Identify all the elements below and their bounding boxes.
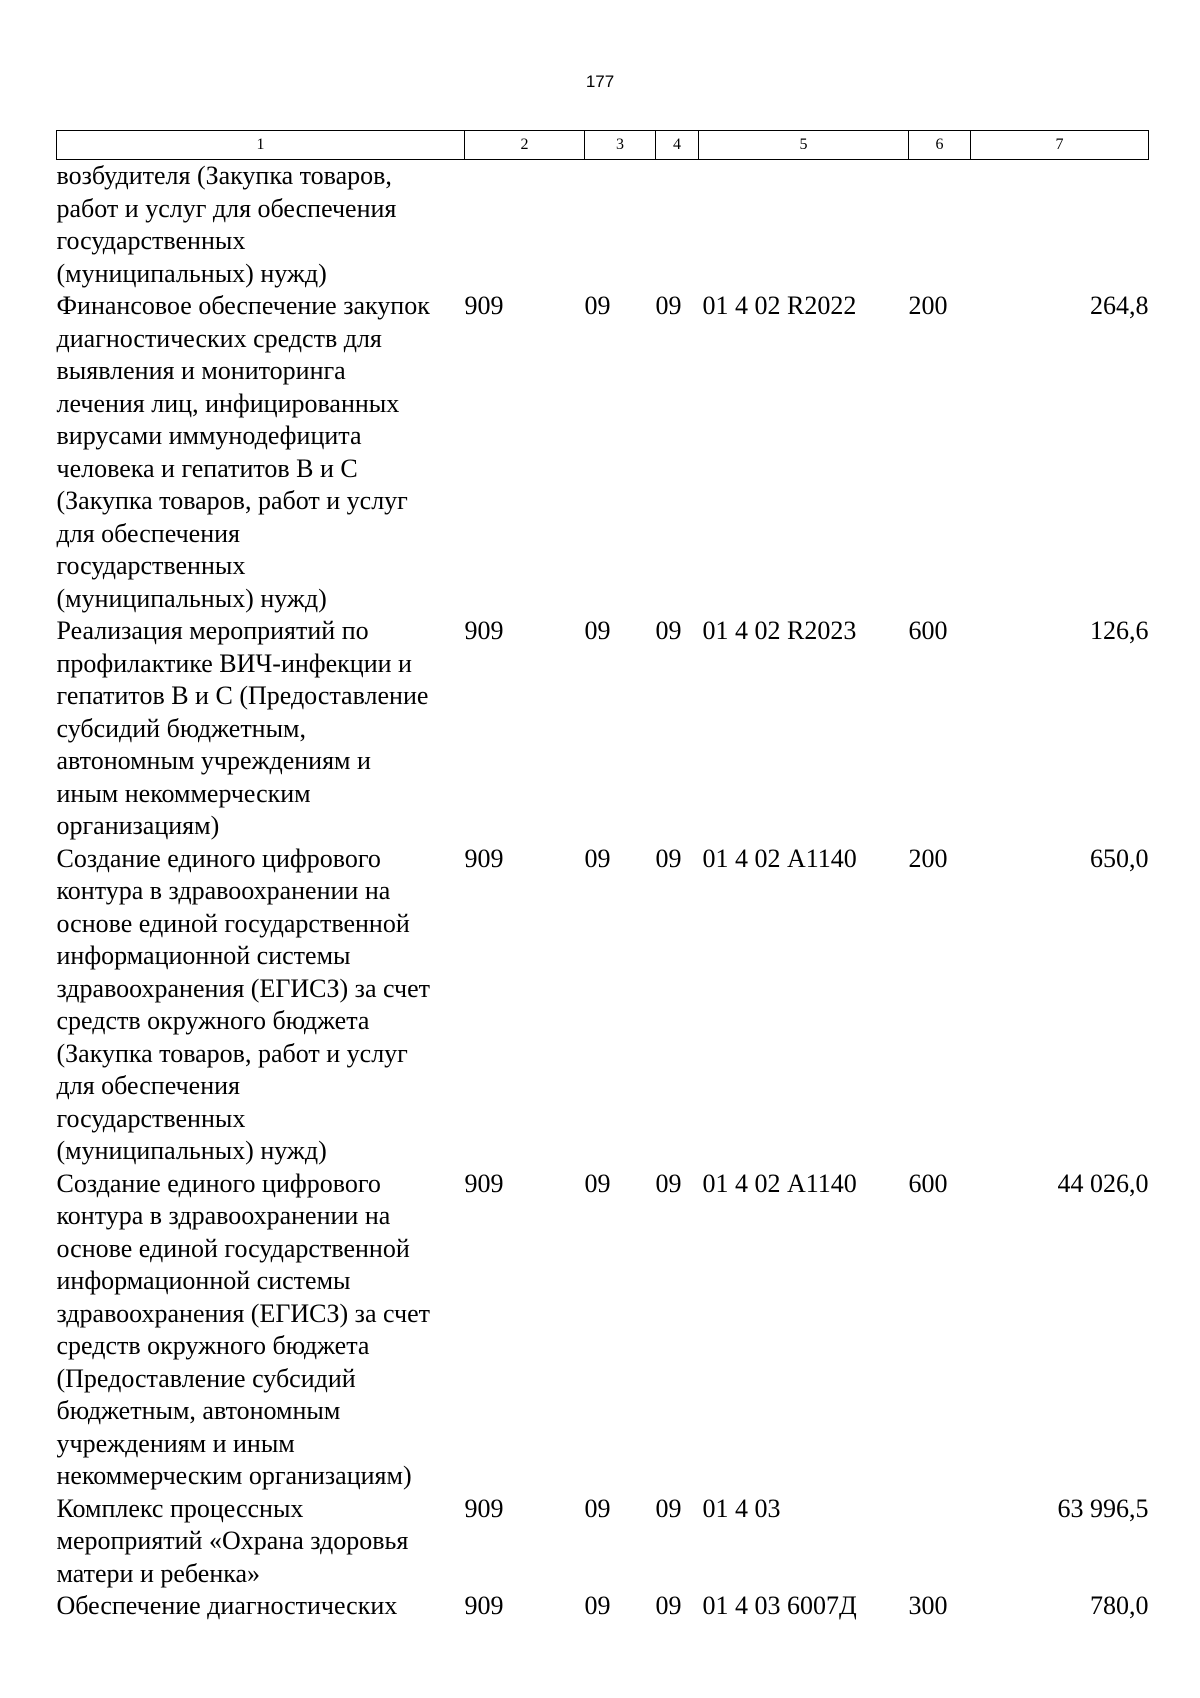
row-expense-type <box>909 160 971 291</box>
row-target-code: 01 4 03 6007Д <box>702 1591 857 1620</box>
header-col-3: 3 <box>585 131 656 160</box>
row-subsection-code: 09 <box>655 291 682 320</box>
header-col-2: 2 <box>465 131 585 160</box>
row-ministry-code <box>465 160 585 291</box>
row-section-code <box>585 160 656 291</box>
row-section-code: 09 <box>584 291 611 320</box>
row-target-code: 01 4 02 R2022 <box>702 291 857 320</box>
row-target-code: 01 4 02 А1140 <box>702 843 857 873</box>
row-name: Обеспечение диагностических <box>56 1591 398 1620</box>
table-header <box>57 131 1149 160</box>
row-target-code: 01 4 03 <box>702 1493 781 1523</box>
row-name: Создание единого цифрового контура в здравоохранении на основе единой государственной информационной системы здравоохранения (ЕГИСЗ) за счет средств окружного бюджета (Предоставление субсидий бюджетным, автономным учреждениям и иным некоммерческим организациям) <box>56 1168 430 1490</box>
header-col-4: 4 <box>656 131 699 160</box>
header-col-1: 1 <box>57 131 465 160</box>
row-amount: 264,8 <box>1090 291 1149 320</box>
row-section-code: 09 <box>584 1493 611 1523</box>
row-ministry-code: 909 <box>464 843 504 873</box>
row-expense-type: 300 <box>908 1591 948 1620</box>
row-subsection-code: 09 <box>655 843 682 873</box>
row-amount: 44 026,0 <box>1057 1168 1149 1198</box>
header-col-5: 5 <box>699 131 909 160</box>
budget-table <box>56 130 1149 1623</box>
header-col-7: 7 <box>971 131 1149 160</box>
table-row <box>57 1168 1149 1493</box>
row-target-code <box>699 160 909 291</box>
row-section-code: 09 <box>584 843 611 873</box>
table-row <box>57 160 1149 291</box>
row-amount: 63 996,5 <box>1057 1493 1149 1523</box>
row-ministry-code: 909 <box>464 291 504 320</box>
header-row <box>57 131 1149 160</box>
row-subsection-code <box>656 160 699 291</box>
table-row <box>57 615 1149 843</box>
row-amount <box>971 160 1149 291</box>
row-amount: 780,0 <box>1090 1591 1149 1620</box>
row-expense-type: 200 <box>908 291 948 320</box>
row-expense-type <box>909 1493 971 1591</box>
row-ministry-code: 909 <box>464 1493 504 1523</box>
row-name: Создание единого цифрового контура в здравоохранении на основе единой государственной информационной системы здравоохранения (ЕГИСЗ) за счет средств окружного бюджета (Закупка товаров, работ и услуг для обеспечения государственных (муниципальных) нужд) <box>56 843 430 1165</box>
row-subsection-code: 09 <box>655 1493 682 1523</box>
row-ministry-code: 909 <box>464 1168 504 1198</box>
row-name: Реализация мероприятий по профилактике ВИЧ-инфекции и гепатитов B и C (Предоставление субсидий бюджетным, автономным учреждениям и иным некоммерческим организациям) <box>56 616 429 840</box>
row-target-code: 01 4 02 R2023 <box>702 616 857 645</box>
row-subsection-code: 09 <box>655 1168 682 1198</box>
row-section-code: 09 <box>584 1591 611 1620</box>
table-row <box>57 290 1149 615</box>
row-expense-type: 600 <box>908 616 948 645</box>
row-amount: 126,6 <box>1090 616 1149 645</box>
row-name: Комплекс процессных мероприятий «Охрана здоровья матери и ребенка» <box>56 1493 409 1588</box>
budget-table-container <box>56 130 1148 1623</box>
row-section-code: 09 <box>584 616 611 645</box>
page-number: 177 <box>585 72 615 91</box>
row-subsection-code: 09 <box>655 1591 682 1620</box>
table-row <box>57 1590 1149 1623</box>
table-row <box>57 1493 1149 1591</box>
table-body <box>57 160 1149 1623</box>
row-name: Финансовое обеспечение закупок диагностических средств для выявления и мониторинга лечения лиц, инфицированных вирусами иммунодефицита человека и гепатитов B и C (Закупка товаров, работ и услуг для обеспечения государственных (муниципальных) нужд) <box>56 291 430 613</box>
row-ministry-code: 909 <box>464 1591 504 1620</box>
row-section-code: 09 <box>584 1168 611 1198</box>
row-ministry-code: 909 <box>464 616 504 645</box>
row-subsection-code: 09 <box>655 616 682 645</box>
row-expense-type: 600 <box>908 1168 948 1198</box>
row-target-code: 01 4 02 А1140 <box>702 1168 857 1198</box>
row-expense-type: 200 <box>908 843 948 873</box>
row-amount: 650,0 <box>1090 843 1149 873</box>
table-row <box>57 843 1149 1168</box>
row-name: возбудителя (Закупка товаров, работ и услуг для обеспечения государственных (муниципальных) нужд) <box>56 161 397 288</box>
header-col-6: 6 <box>909 131 971 160</box>
